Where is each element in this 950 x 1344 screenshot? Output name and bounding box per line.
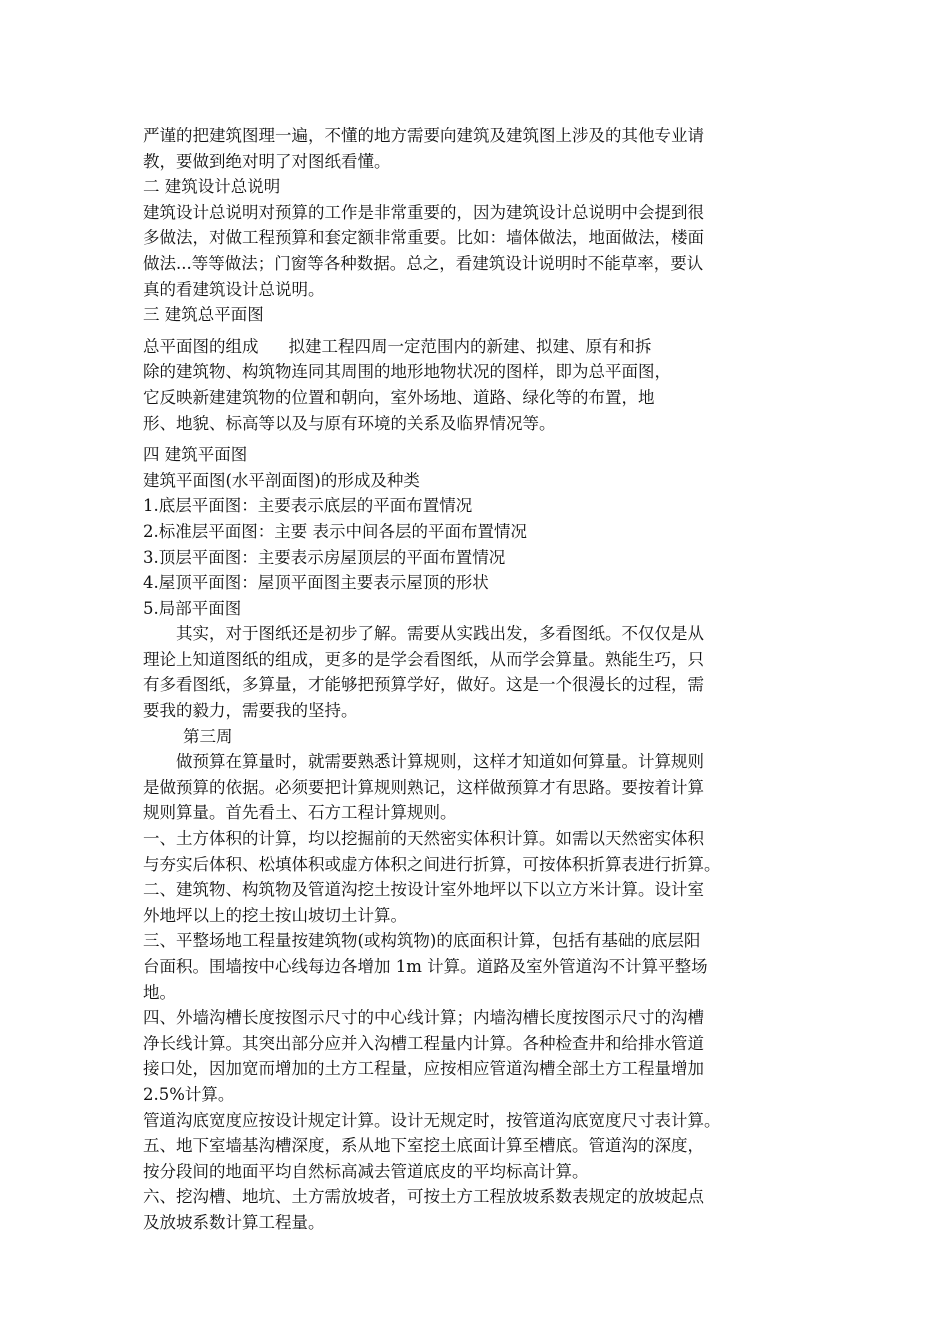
text-line: 形、地貌、标高等以及与原有环境的关系及临界情况等。 — [143, 413, 556, 433]
text-line: 四、外墙沟槽长度按图示尺寸的中心线计算；内墙沟槽长度按图示尺寸的沟槽 — [143, 1008, 704, 1028]
text-line: 五、地下室墙基沟槽深度，系从地下室挖土底面计算至槽底。管道沟的深度， — [143, 1136, 704, 1156]
text-line: 2.5%计算。 — [143, 1084, 235, 1104]
list-item: 2.标准层平面图：主要 表示中间各层的平面布置情况 — [143, 521, 527, 541]
list-item: 1.底层平面图：主要表示底层的平面布置情况 — [143, 496, 473, 516]
text-line: 规则算量。首先看土、石方工程计算规则。 — [143, 803, 457, 823]
text-line: 管道沟底宽度应按设计规定计算。设计无规定时，按管道沟底宽度尺寸表计算。 — [143, 1110, 721, 1130]
text-line — [143, 334, 813, 360]
text-line: 及放坡系数计算工程量。 — [143, 1212, 325, 1232]
text-line: 有多看图纸，多算量，才能够把预算学好，做好。这是一个很漫长的过程，需 — [143, 675, 704, 695]
list-item: 3.顶层平面图：主要表示房屋顶层的平面布置情况 — [143, 547, 506, 567]
document-page — [143, 123, 813, 1236]
text-line: 一、土方体积的计算，均以挖掘前的天然密实体积计算。如需以天然密实体积 — [143, 829, 704, 849]
text-span: 拟建工程四周一定范围内的新建、拟建、原有和拆 — [288, 336, 652, 356]
text-line: 外地坪以上的挖土按山坡切土计算。 — [143, 905, 407, 925]
text-line: 除的建筑物、构筑物连同其周围的地形地物状况的图样，即为总平面图， — [143, 362, 671, 382]
text-line: 要我的毅力，需要我的坚持。 — [143, 701, 358, 721]
text-line: 按分段间的地面平均自然标高减去管道底皮的平均标高计算。 — [143, 1161, 589, 1181]
text-line: 它反映新建建筑物的位置和朝向，室外场地、道路、绿化等的布置，地 — [143, 387, 655, 407]
list-item: 5.局部平面图 — [143, 598, 242, 618]
text-line: 地。 — [143, 982, 176, 1002]
text-line: 与夯实后体积、松填体积或虚方体积之间进行折算，可按体积折算表进行折算。 — [143, 854, 721, 874]
text-line: 建筑设计总说明对预算的工作是非常重要的，因为建筑设计总说明中会提到很 — [143, 202, 704, 222]
text-line: 理论上知道图纸的组成，更多的是学会看图纸，从而学会算量。熟能生巧，只 — [143, 649, 704, 669]
text-line: 多做法，对做工程预算和套定额非常重要。比如：墙体做法，地面做法，楼面 — [143, 228, 704, 248]
text-line: 二、建筑物、构筑物及管道沟挖土按设计室外地坪以下以立方米计算。设计室 — [143, 880, 704, 900]
text-line: 做法...等等做法；门窗等各种数据。总之，看建筑设计说明时不能草率，要认 — [143, 253, 704, 273]
week-heading: 第三周 — [183, 726, 233, 746]
text-line: 建筑平面图(水平剖面图)的形成及种类 — [143, 470, 420, 490]
text-line: 是做预算的依据。必须要把计算规则熟记，这样做预算才有思路。要按着计算 — [143, 777, 704, 797]
text-line: 六、挖沟槽、地坑、土方需放坡者，可按土方工程放坡系数表规定的放坡起点 — [143, 1187, 704, 1207]
text-line: 净长线计算。其突出部分应并入沟槽工程量内计算。各种检查井和给排水管道 — [143, 1033, 704, 1053]
text-line: 三、平整场地工程量按建筑物(或构筑物)的底面积计算，包括有基础的底层阳 — [143, 931, 701, 951]
section-heading: 二 建筑设计总说明 — [143, 177, 281, 197]
text-line: 接口处，因加宽而增加的土方工程量，应按相应管道沟槽全部土方工程量增加 — [143, 1059, 704, 1079]
text-line: 教，要做到绝对明了对图纸看懂。 — [143, 151, 391, 171]
section-heading: 三 建筑总平面图 — [143, 305, 264, 325]
lead-term: 总平面图的组成 — [143, 336, 259, 356]
list-item: 4.屋顶平面图：屋顶平面图主要表示屋顶的形状 — [143, 573, 489, 593]
text-line: 严谨的把建筑图理一遍，不懂的地方需要向建筑及建筑图上涉及的其他专业请 — [143, 126, 704, 145]
text-line: 台面积。围墙按中心线每边各增加 1m 计算。道路及室外管道沟不计算平整场 — [143, 957, 708, 976]
text-line: 做预算在算量时，就需要熟悉计算规则，这样才知道如何算量。计算规则 — [176, 752, 704, 772]
section-heading: 四 建筑平面图 — [143, 445, 248, 465]
text-line: 真的看建筑设计总说明。 — [143, 279, 325, 299]
text-line: 其实，对于图纸还是初步了解。需要从实践出发，多看图纸。不仅仅是从 — [176, 624, 704, 644]
